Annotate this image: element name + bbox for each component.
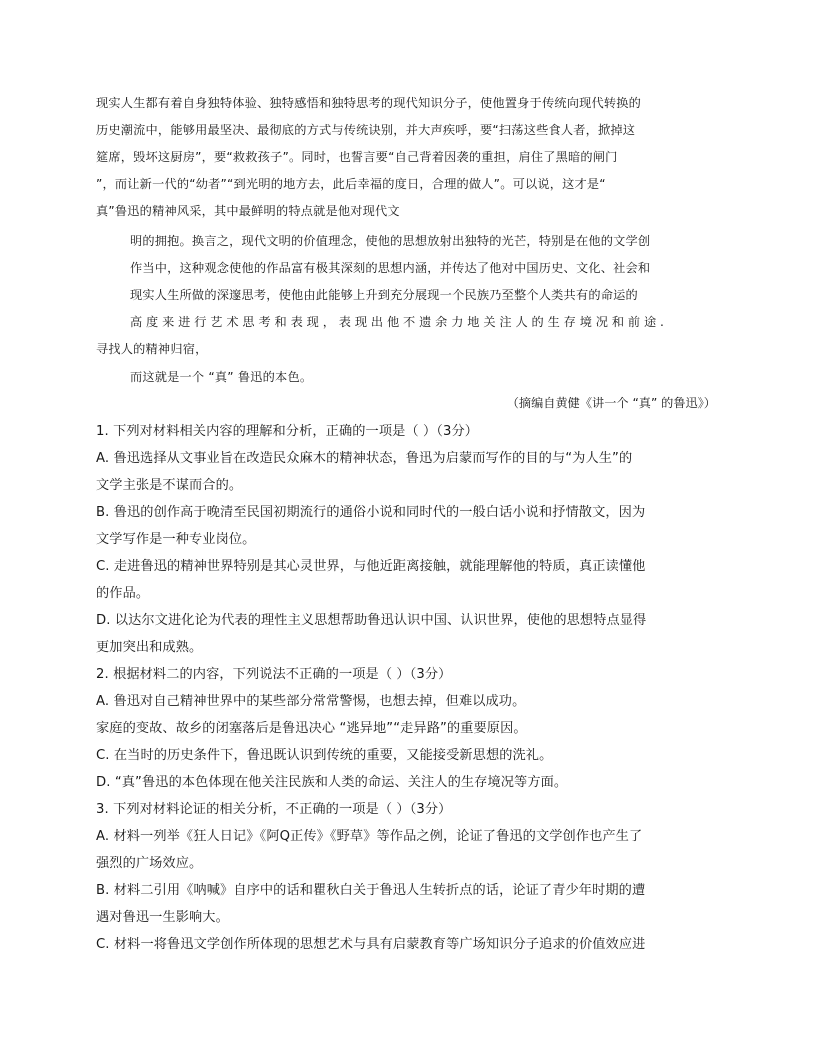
question-option: B. 材料二引用《呐喊》自序中的话和瞿秋白关于鲁迅人生转折点的话，论证了青少年时期的遭 <box>96 883 646 898</box>
question-1-stem: 1. 下列对材料相关内容的理解和分析，正确的一项是（ ）（3分） <box>96 424 479 439</box>
question-option: 更加突出和成熟。 <box>96 640 203 655</box>
passage-source: （摘编自黄健《讲一个 “真” 的鲁迅》） <box>506 396 716 410</box>
question-option: 的作品。 <box>96 586 150 601</box>
question-option: D. “真”鲁迅的本色体现在他关注民族和人类的命运、关注人的生存境况等方面。 <box>96 775 568 790</box>
passage-line: 筵席，毁坏这厨房”，要“救救孩子”。同时，也誓言要“自己背着因袭的重担，肩住了黑暗的闸门 <box>96 150 618 164</box>
question-option: C. 走进鲁迅的精神世界特别是其心灵世界，与他近距离接触，就能理解他的特质，真正读懂他 <box>96 559 646 574</box>
question-option: D. 以达尔文进化论为代表的理性主义思想帮助鲁迅认识中国、认识世界，使他的思想特点显得 <box>96 613 647 628</box>
passage-line: 寻找人的精神归宿， <box>96 342 208 356</box>
passage-closing: 而这就是一个 “真” 鲁迅的本色。 <box>130 370 313 384</box>
question-option: B. 鲁迅的创作高于晚清至民国初期流行的通俗小说和同时代的一般白话小说和抒情散文，因为 <box>96 505 646 520</box>
question-2-stem: 2. 根据材料二的内容，下列说法不正确的一项是（ ）（3分） <box>96 667 452 682</box>
question-option: A. 鲁迅选择从文事业旨在改造民众麻木的精神状态，鲁迅为启蒙而写作的目的与“为人生”的 <box>96 451 633 466</box>
passage-line: 现实人生所做的深邃思考，使他由此能够上升到充分展现一个民族乃至整个人类共有的命运的 <box>130 288 638 302</box>
passage-line: 真”鲁迅的精神风采，其中最鲜明的特点就是他对现代文 <box>96 204 400 218</box>
question-option: A. 材料一列举《狂人日记》《阿Q正传》《野草》等作品之例，论证了鲁迅的文学创作也产生了 <box>96 829 643 844</box>
question-option: 家庭的变故、故乡的闭塞落后是鲁迅决心 “逃异地”“走异路”的重要原因。 <box>96 721 527 736</box>
passage-line: 高 度 来 进 行 艺 术 思 考 和 表 现 ， 表 现 出 他 不 遗 余 力 地 关 注 人 的 生 存 境 况 和 前 途 . <box>130 315 664 329</box>
passage-line: 现实人生都有着自身独特体验、独特感悟和独特思考的现代知识分子，使他置身于传统向现代转换的 <box>96 96 642 110</box>
question-option: 遇对鲁迅一生影响大。 <box>96 910 229 925</box>
question-3-stem: 3. 下列对材料论证的相关分析，不正确的一项是（ ）（3分） <box>96 802 452 817</box>
question-option: A. 鲁迅对自己精神世界中的某些部分常常警惕，也想去掉，但难以成功。 <box>96 694 526 709</box>
question-option: 文学写作是一种专业岗位。 <box>96 532 256 547</box>
question-option: 文学主张是不谋而合的。 <box>96 478 243 493</box>
question-option: C. 材料一将鲁迅文学创作所体现的思想艺术与具有启蒙教育等广场知识分子追求的价值效应进 <box>96 937 646 952</box>
question-option: C. 在当时的历史条件下，鲁迅既认识到传统的重要，又能接受新思想的洗礼。 <box>96 748 553 763</box>
passage-line: 明的拥抱。换言之，现代文明的价值理念，使他的思想放射出独特的光芒，特别是在他的文学创 <box>130 234 651 248</box>
passage-line: 作当中，这种观念使他的作品富有极其深刻的思想内涵，并传达了他对中国历史、文化、社会和 <box>130 261 651 275</box>
question-option: 强烈的广场效应。 <box>96 856 203 871</box>
passage-line: ”，而让新一代的“幼者”“到光明的地方去，此后幸福的度日，合理的做人”。可以说，这才是“ <box>96 177 606 191</box>
passage-line: 历史潮流中，能够用最坚决、最彻底的方式与传统诀别，并大声疾呼，要“扫荡这些食人者，掀掉这 <box>96 123 636 137</box>
